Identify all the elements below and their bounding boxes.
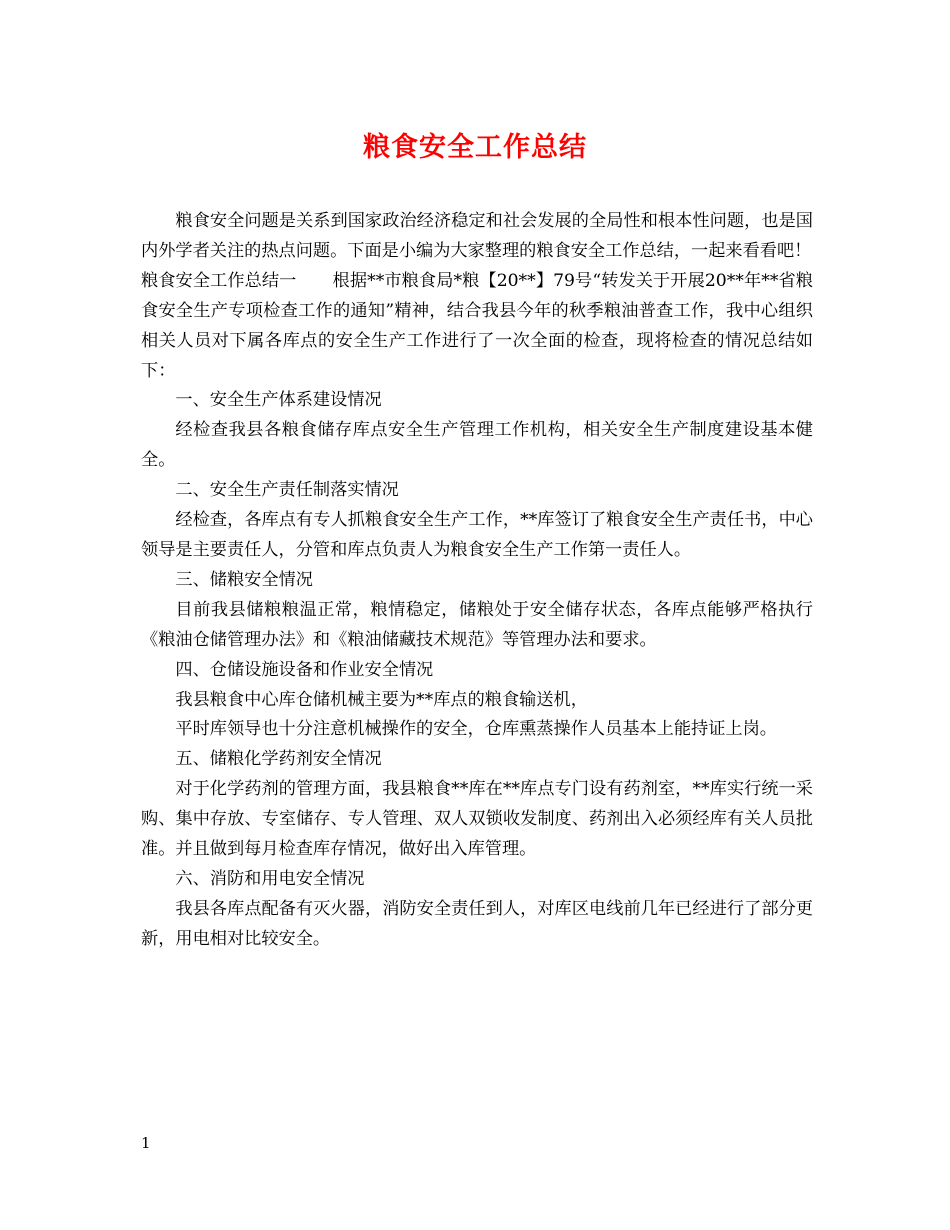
section-heading: 一、安全生产体系建设情况 [175,390,382,411]
section-paragraph: 经检查我县各粮食储存库点安全生产管理工作机构，相关安全生产制度建设基本健全。 [141,420,813,471]
document-body [141,207,813,955]
section-heading: 三、储粮安全情况 [175,569,313,590]
section-paragraph: 对于化学药剂的管理方面，我县粮食**库在**库点专门设有药剂室，**库实行统一采购、集中存放、专室储存、专人管理、双人双锁收发制度、药剂出入必须经库有关人员批准。并且做到每月检查库存情况，做好出入库管理。 [141,779,813,860]
section-heading: 二、安全生产责任制落实情况 [175,480,399,501]
section-paragraph: 我县粮食中心库仓储机械主要为**库点的粮食输送机， [175,689,588,710]
section-paragraph: 目前我县储粮粮温正常，粮情稳定，储粮处于安全储存状态，各库点能够严格执行《粮油仓储管理办法》和《粮油储藏技术规范》等管理办法和要求。 [141,599,813,650]
section-heading: 六、消防和用电安全情况 [175,868,365,889]
section-paragraph: 平时库领导也十分注意机械操作的安全，仓库熏蒸操作人员基本上能持证上岗。 [175,719,777,740]
intro-paragraph: 粮食安全问题是关系到国家政治经济稳定和社会发展的全局性和根本性问题，也是国内外学者关注的热点问题。下面是小编为大家整理的粮食安全工作总结，一起来看看吧！ [141,211,813,261]
part-one-paragraph [141,267,813,387]
section-heading: 五、储粮化学药剂安全情况 [175,749,382,770]
page-number: 1 [141,1134,151,1152]
part-one-label: 粮食安全工作总结一 [141,270,297,291]
part-one-text: 根据**市粮食局*粮【20**】79号“转发关于开展20**年**省粮食安全生产专项检查工作的通知”精神，结合我县今年的秋季粮油普查工作，我中心组织相关人员对下属各库点的安全生产工作进行了一次全面的检查，现将检查的情况总结如下： [141,270,813,381]
section-paragraph: 我县各库点配备有灭火器，消防安全责任到人，对库区电线前几年已经进行了部分更新，用电相对比较安全。 [141,898,813,949]
section-paragraph: 经检查，各库点有专人抓粮食安全生产工作，**库签订了粮食安全生产责任书，中心领导是主要责任人，分管和库点负责人为粮食安全生产工作第一责任人。 [141,510,813,560]
document-title: 粮食安全工作总结 [363,132,587,163]
section-heading: 四、仓储设施设备和作业安全情况 [175,659,434,680]
